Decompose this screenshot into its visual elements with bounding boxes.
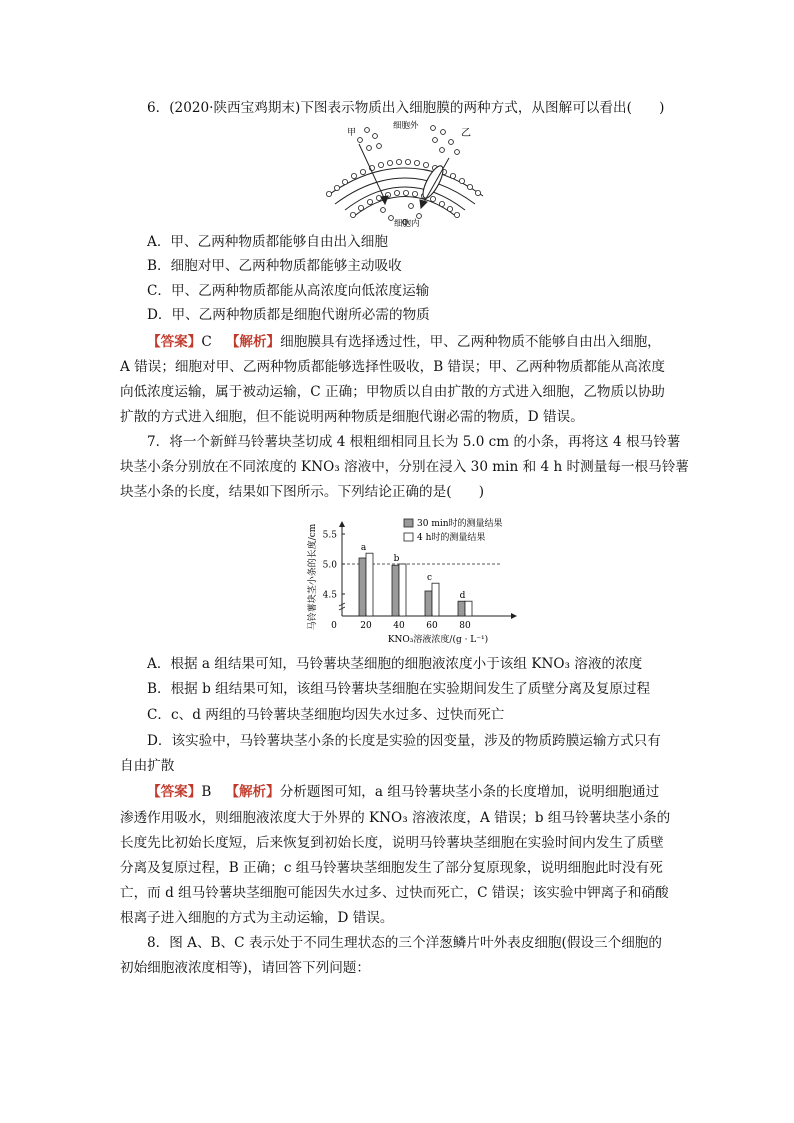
q7-analysis-line-5: 亡，而 d 组马铃薯块茎细胞可能因失水过多、过快而死亡，C 错误；该实验中钾离子和硝酸 [120,885,669,901]
q6-option-c: C．甲、乙两种物质都能从高浓度向低浓度运输 [147,283,430,299]
q6-analysis-line-3: 向低浓度运输，属于被动运输，C 正确；甲物质以自由扩散的方式进入细胞，乙物质以协助 [120,384,665,400]
q6-option-b: B．细胞对甲、乙两种物质都能够主动吸收 [147,258,402,274]
legend-swatch [404,519,413,527]
bar [458,601,465,616]
q8-stem-line-1: 8．图 A、B、C 表示处于不同生理状态的三个洋葱鳞片叶外表皮细胞(假设三个细胞的 [147,935,662,951]
bar-label: b [393,554,400,564]
bar [432,583,439,616]
q6-analysis-line-2: A 错误；细胞对甲、乙两种物质都能够选择性吸收，B 错误；甲、乙两种物质都能从高浓度 [120,359,666,375]
x-tick-label: 20 [360,621,372,631]
x-tick-label: 60 [426,621,438,631]
answer-value: B [201,784,212,800]
analysis-tag: 【解析】 [225,784,280,800]
q7-option-d: D．该实验中，马铃薯块茎小条的长度是实验的因变量，涉及的物质跨膜运输方式只有 [147,733,661,749]
origin-label: 0 [331,621,337,631]
bar [392,565,399,616]
answer-value: C [201,334,212,350]
bar [399,564,406,616]
y-tick-label: 5.0 [322,560,337,571]
q7-stem-line-2: 块茎小条分别放在不同浓度的 KNO₃ 溶液中，分别在浸入 30 min 和 4 h 时测量每一根马铃薯 [120,459,689,475]
membrane-diagram [315,118,495,228]
q7-answer-line [147,783,659,801]
bar [465,601,472,616]
label-yi: 乙 [461,128,471,139]
bar [425,591,432,616]
q7-option-b: B．根据 b 组结果可知，该组马铃薯块茎细胞在实验期间发生了质壁分离及复原过程 [147,681,651,697]
bar-label: d [459,591,466,602]
q7-stem-line-3: 块茎小条的长度，结果如下图所示。下列结论正确的是( ) [120,484,485,500]
label-inside: 细胞内 [394,219,420,228]
q6-stem: 6．(2020·陕西宝鸡期末)下图表示物质出入细胞膜的两种方式，从图解可以看出( ) [147,100,665,116]
bar [359,558,366,616]
q7-stem-line-1: 7．将一个新鲜马铃薯块茎切成 4 根粗细相同且长为 5.0 cm 的小条，再将这 4 根马铃薯 [147,434,681,450]
q6-option-d: D．甲、乙两种物质都是细胞代谢所必需的物质 [147,307,430,323]
analysis-text: 分析题图可知，a 组马铃薯块茎小条的长度增加，说明细胞通过 [279,784,660,800]
legend-swatch [404,533,413,541]
y-tick-label: 4.5 [322,590,337,601]
answer-tag: 【答案】 [147,784,202,800]
y-axis-arrow [339,521,345,527]
x-tick-label: 80 [459,621,471,631]
q7-option-a: A．根据 a 组结果可知，马铃薯块茎细胞的细胞液浓度小于该组 KNO₃ 溶液的浓度 [147,656,643,672]
q6-option-a: A．甲、乙两种物质都能够自由出入细胞 [147,234,388,250]
q6-answer-line [147,333,661,351]
q8-stem-line-2: 初始细胞液浓度相等)，请回答下列问题： [120,960,370,976]
legend-label: 4 h时的测量结果 [417,533,486,543]
x-tick-label: 40 [393,621,405,631]
x-axis-arrow [511,613,517,619]
q7-analysis-line-2: 渗透作用吸水，则细胞液浓度大于外界的 KNO₃ 溶液浓度，A 错误；b 组马铃薯块茎小条的 [120,810,671,826]
q7-analysis-line-3: 长度先比初始长度短，后来恢复到初始长度，说明马铃薯块茎细胞在实验时间内发生了质壁 [120,835,664,851]
q7-analysis-line-4: 分离及复原过程，B 正确；c 组马铃薯块茎细胞发生了部分复原现象，说明细胞此时没有死 [120,860,663,876]
answer-tag: 【答案】 [147,334,202,350]
q7-option-c: C．c、d 两组的马铃薯块茎细胞均因失水过多、过快而死亡 [147,707,505,723]
y-axis-label: 马铃薯块茎小条的长度/cm [308,523,318,631]
q7-option-d-cont: 自由扩散 [120,758,175,774]
q7-analysis-line-6: 根离子进入细胞的方式为主动运输，D 错误。 [120,910,394,926]
bar [366,553,373,616]
label-outside: 细胞外 [393,121,419,131]
analysis-text: 细胞膜具有选择透过性，甲、乙两种物质不能够自由出入细胞， [280,334,661,350]
analysis-tag: 【解析】 [225,334,281,350]
y-tick-label: 5.5 [322,530,337,541]
bar-chart [298,512,530,646]
x-axis-label: KNO₃溶液浓度/(g · L⁻¹) [387,635,489,645]
label-jia: 甲 [347,128,357,138]
q6-analysis-line-4: 扩散的方式进入细胞，但不能说明两种物质是细胞代谢必需的物质，D 错误。 [120,409,584,425]
bar-label: c [426,573,433,584]
legend-label: 30 min时的测量结果 [417,519,503,529]
bar-label: a [360,543,367,554]
